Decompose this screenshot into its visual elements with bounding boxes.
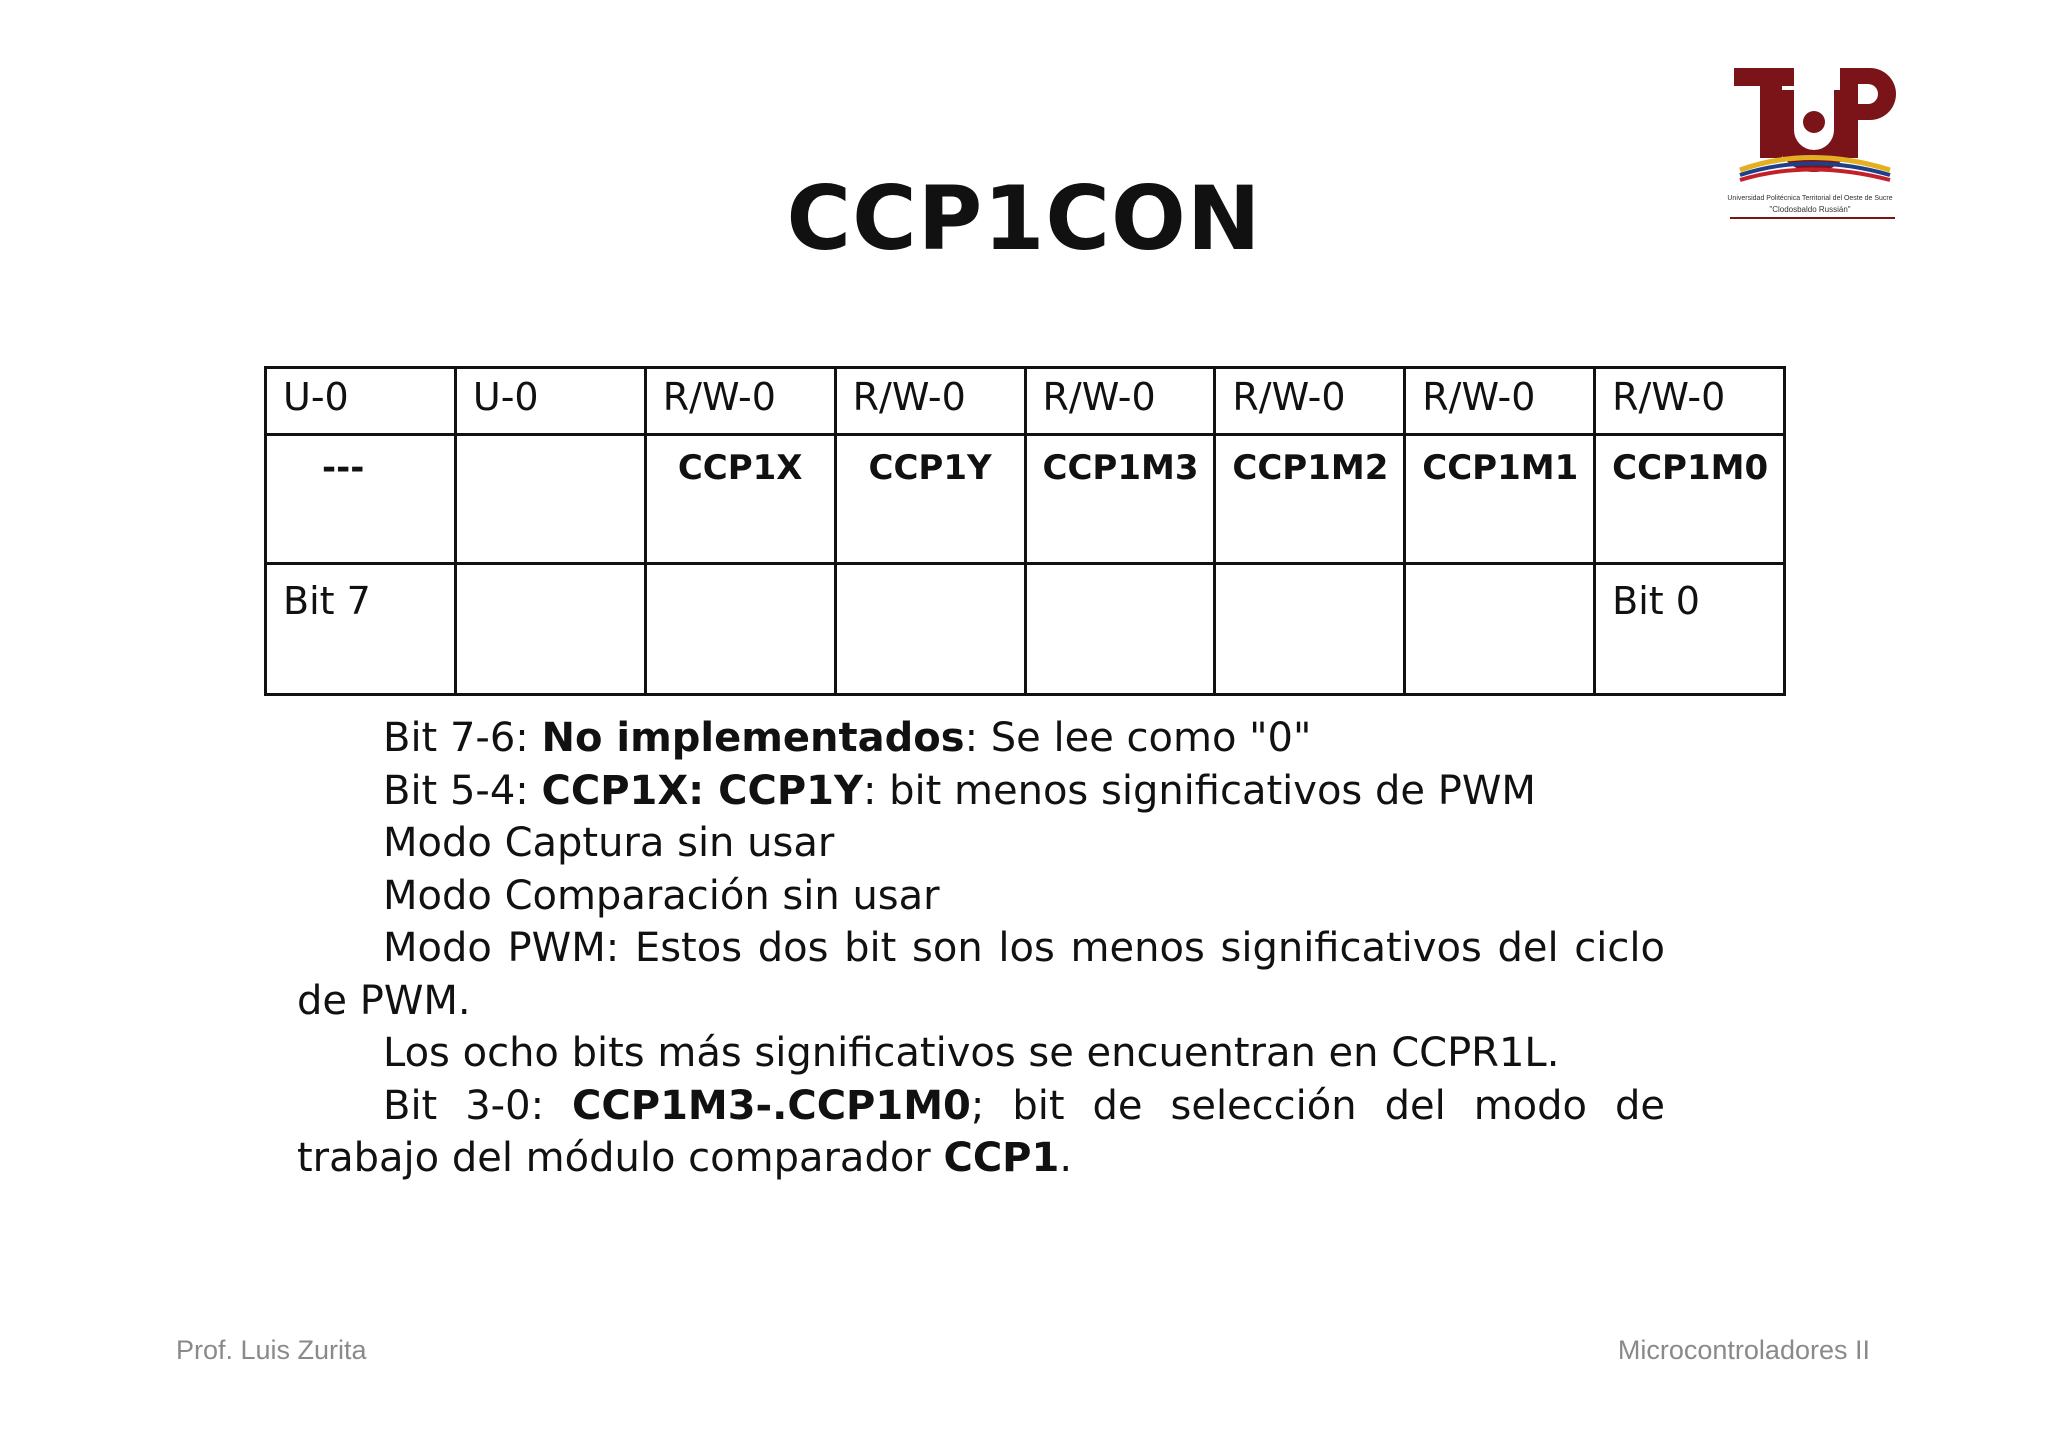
- desc-text: Bit 3-0:: [383, 1082, 573, 1129]
- bit-name-row: [266, 435, 1785, 564]
- access-cell: R/W-0: [835, 368, 1025, 435]
- desc-capture-mode: Modo Captura sin usar: [383, 820, 835, 866]
- bit-position-cell: [1025, 564, 1215, 695]
- desc-text: : Se lee como "0": [964, 715, 1312, 761]
- desc-bit7-6: [297, 712, 1665, 765]
- access-cell: U-0: [455, 368, 645, 435]
- bit-position-cell: Bit 7: [266, 564, 456, 695]
- desc-text: Bit 5-4:: [383, 767, 542, 814]
- desc-bit5-4: [297, 765, 1665, 818]
- desc-text: : bit menos significativos de PWM: [862, 767, 1536, 814]
- bit-name-cell: CCP1M3: [1025, 435, 1215, 564]
- desc-bold: No implementados: [541, 715, 965, 761]
- desc-compare-mode: Modo Comparación sin usar: [383, 872, 940, 919]
- access-cell: R/W-0: [645, 368, 835, 435]
- bit-position-cell: Bit 0: [1595, 564, 1785, 695]
- university-logo: [1710, 60, 1910, 235]
- desc-ccpr1l: Los ocho bits más significativos se encuentran en CCPR1L.: [383, 1030, 1560, 1076]
- slide-title: CCP1CON: [786, 167, 1262, 270]
- access-cell: U-0: [266, 368, 456, 435]
- bit-name-cell: CCP1X: [645, 435, 835, 564]
- bit-position-row: [266, 564, 1785, 695]
- desc-bold: CCP1X: CCP1Y: [541, 767, 863, 814]
- desc-bold: CCP1M3-.CCP1M0: [572, 1082, 971, 1129]
- description-text: [297, 712, 1665, 1185]
- bit-position-cell: [1405, 564, 1595, 695]
- bit-name-cell: CCP1M0: [1595, 435, 1785, 564]
- ccp1con-register-table: [264, 366, 1786, 696]
- desc-bold: CCP1: [943, 1135, 1060, 1181]
- bit-name-cell: CCP1M2: [1215, 435, 1405, 564]
- desc-bit3-0: [297, 1080, 1665, 1185]
- bit-name-cell: CCP1M1: [1405, 435, 1595, 564]
- access-cell: R/W-0: [1025, 368, 1215, 435]
- desc-pwm-mode: Modo PWM: Estos dos bit son los menos significativos del ciclo de PWM.: [297, 925, 1665, 1024]
- access-row: [266, 368, 1785, 435]
- bit-name-cell: [455, 435, 645, 564]
- desc-text: Bit 7-6:: [383, 715, 542, 761]
- bit-name-cell: ---: [266, 435, 456, 564]
- bit-position-cell: [455, 564, 645, 695]
- access-cell: R/W-0: [1215, 368, 1405, 435]
- bit-position-cell: [1215, 564, 1405, 695]
- logo-caption-line1: Universidad Politécnica Territorial del Oeste de Sucre: [1727, 195, 1893, 202]
- access-cell: R/W-0: [1595, 368, 1785, 435]
- bit-position-cell: [835, 564, 1025, 695]
- footer-author: Prof. Luis Zurita: [176, 1335, 367, 1365]
- bit-position-cell: [645, 564, 835, 695]
- footer-course: Microcontroladores II: [1617, 1335, 1870, 1365]
- desc-text: .: [1059, 1135, 1073, 1181]
- desc-text: ; bit de selección del modo de trabajo del módulo comparador: [297, 1082, 1665, 1181]
- access-cell: R/W-0: [1405, 368, 1595, 435]
- bit-name-cell: CCP1Y: [835, 435, 1025, 564]
- logo-caption-line2: "Clodosbaldo Russián": [1769, 205, 1851, 214]
